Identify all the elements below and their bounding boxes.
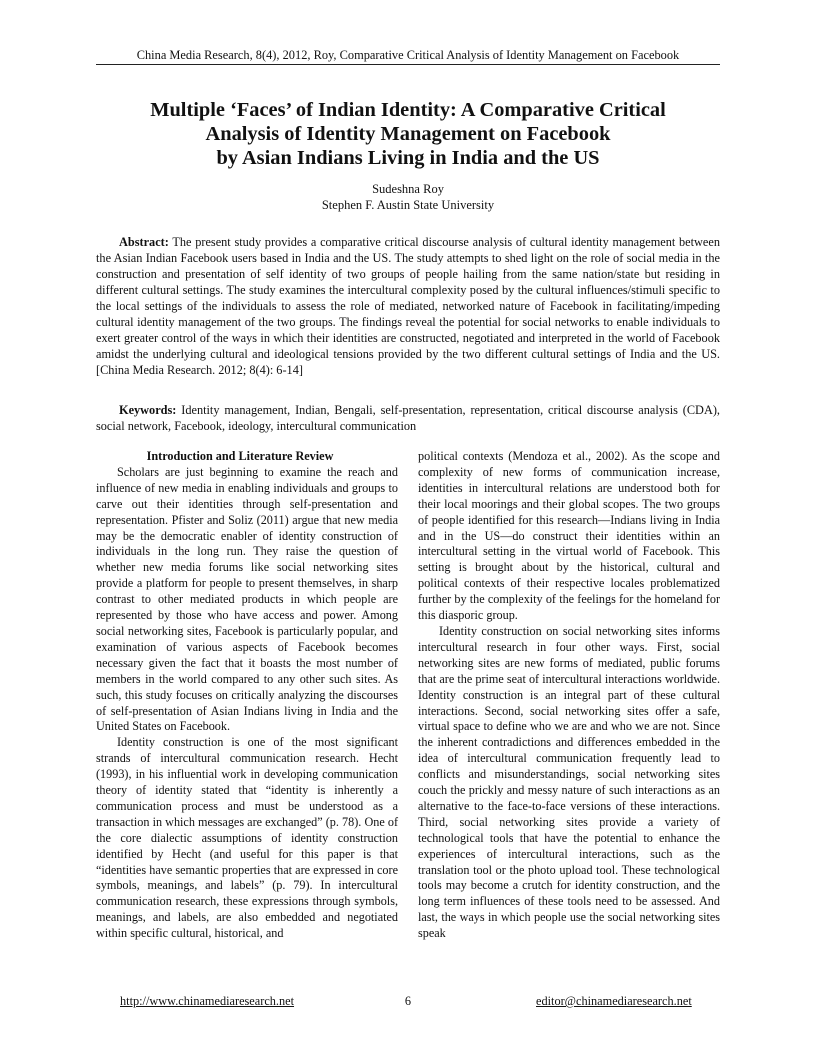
footer-email-link[interactable]: editor@chinamediaresearch.net bbox=[536, 994, 692, 1008]
left-column bbox=[96, 449, 398, 942]
page-number: 6 bbox=[404, 994, 412, 1008]
body-paragraph: Identity construction is one of the most significant strands of intercultural communication research. Hecht (1993), in his influential work in developing communication theory of identity stated that “identity is inherently a communication process and must be understood as a transaction in which messages are exchanged” (p. 78). One of the core dialectic assumptions of identity construction identified by Hecht (and useful for this paper is that “identities have semantic properties that are expressed in core symbols, meanings, and labels” (p. 79). In intercultural communication research, these expressions through symbols, meanings, and labels, are also embedded and negotiated within specific cultural, historical, and bbox=[96, 735, 398, 941]
keywords-text: Identity management, Indian, Bengali, self-presentation, representation, critical discourse analysis (CDA), social network, Facebook, ideology, intercultural communication bbox=[96, 403, 720, 433]
title-line: Multiple ‘Faces’ of Indian Identity: A Comparative Critical bbox=[150, 99, 666, 121]
footer-website-link[interactable]: http://www.chinamediaresearch.net bbox=[120, 994, 295, 1008]
author-name: Sudeshna Roy bbox=[372, 182, 444, 196]
title-line: by Asian Indians Living in India and the US bbox=[216, 147, 600, 169]
body-paragraph: Scholars are just beginning to examine the reach and influence of new media in enabling individuals and groups to carve out their identities through self-presentation and representation. Pfister and Soliz (2011) argue that new media may be the democratic enabler of identity construction of individuals in the long run. They raise the question of whether new media forums like social networking sites provide a platform for people to present themselves, in sharp contrast to other mediated products in which people are represented by those who have access and power. Among social networking sites, Facebook is particularly popular, and examination of various aspects of Facebook becomes necessary given the fact that it boasts the most number of members in the world compared to any other such sites. As such, this study focuses on critically analyzing the discourses of self-presentation of Asian Indians living in India and the United States on Facebook. bbox=[96, 464, 398, 734]
title-line: Analysis of Identity Management on Facebook bbox=[205, 123, 611, 145]
abstract bbox=[96, 234, 720, 378]
running-header: China Media Research, 8(4), 2012, Roy, Comparative Critical Analysis of Identity Management on Facebook bbox=[136, 48, 680, 62]
body-paragraph: Identity construction on social networking sites informs intercultural research in four other ways. First, social networking sites are new forms of mediated, public forums that are the prime seat of intercultural interactions worldwide. Identity construction is an integral part of these cultural interactions. Second, social networking sites offer a safe, virtual space to define who we are and who we are not. Since the inherent contradictions and differences embedded in the idea of intercultural communication frequently lead to conflicts and misunderstandings, social networking sites couch the prickly and messy nature of such interactions as an alternative to the face-to-face versions of these interactions. Third, social networking sites provide a variety of technological tools that have the potential to enhance the experiences of intercultural interactions, such as the translation tool or the photo upload tool. These technological tools may become a crutch for identity construction, and the long term influences of these tools need to be assessed. And last, the ways in which people use the social networking sites speak bbox=[418, 623, 720, 941]
paper-title bbox=[96, 98, 720, 170]
section-heading: Introduction and Literature Review bbox=[146, 449, 334, 463]
body-paragraph: political contexts (Mendoza et al., 2002). As the scope and complexity of new forms of communication increase, identities in intercultural relations are understood both for their local moorings and their global scopes. The two groups of people identified for this research—Indians living in India and in the US—do construct their identities within an intercultural setting in the virtual world of Facebook. This setting is brought about by the historical, cultural and political contexts of their respective locales problematized further by the complexity of the feelings for the homeland for this diasporic group. bbox=[418, 449, 720, 623]
abstract-text: The present study provides a comparative critical discourse analysis of cultural identity management between the Asian Indian Facebook users based in India and the US. The study attempts to shed light on the role of social media in the construction and presentation of self identity of two groups of people hailing from the same nation/state but residing in different cultural settings. The study examines the intercultural complexity posed by the cultural influences/stimuli specific to the local settings of the individuals to assess the role of mediated, networked nature of Facebook in facilitating/impeding cultural identity management of the two groups. The findings reveal the potential for social networks to enable individuals to exert greater control of the ways in which their identities are constructed, negotiated and interpreted in the world of Facebook amidst the underlying cultural and ideological tensions provided by the two different cultural settings of India and the US. [China Media Research. 2012; 8(4): 6-14] bbox=[96, 235, 720, 377]
keywords-label: Keywords: bbox=[119, 403, 177, 417]
abstract-label: Abstract: bbox=[119, 235, 169, 249]
right-column bbox=[418, 449, 720, 942]
author-affiliation: Stephen F. Austin State University bbox=[321, 198, 495, 212]
keywords bbox=[96, 402, 720, 434]
header-divider bbox=[96, 64, 720, 65]
